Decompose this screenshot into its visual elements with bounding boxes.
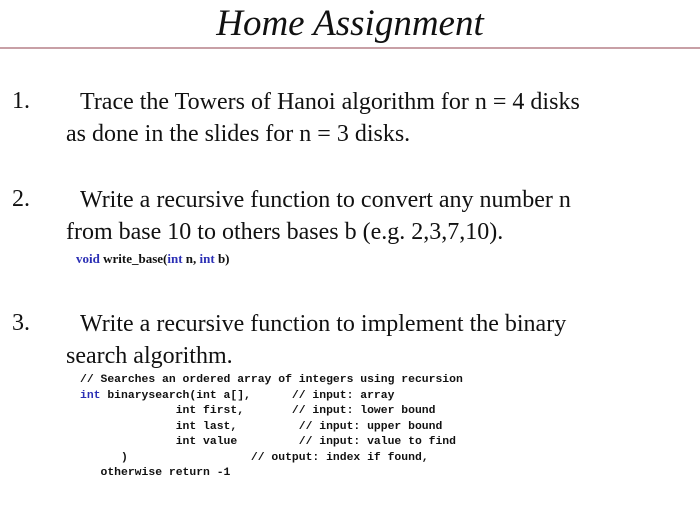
task-1-text	[66, 86, 686, 150]
task-2-number: 2.	[12, 186, 30, 212]
code-line: ) // output: index if found,	[80, 451, 429, 464]
signature-arg-n: n,	[182, 251, 200, 266]
code-line: binarysearch(int a[], // input: array	[100, 389, 395, 402]
function-signature	[76, 251, 230, 267]
slide-title: Home Assignment	[216, 3, 484, 44]
task-1-line-1: Trace the Towers of Hanoi algorithm for n = 4 disks	[80, 89, 580, 115]
task-3-line-1: Write a recursive function to implement the binary	[80, 311, 567, 337]
task-2-line-2: from base 10 to others bases b (e.g. 2,3,7,10).	[66, 219, 504, 245]
code-line: int first, // input: lower bound	[80, 405, 436, 417]
signature-keyword-int-1: int	[167, 251, 183, 266]
code-line: int value // input: value to find	[80, 436, 456, 448]
task-1-number: 1.	[12, 88, 30, 114]
signature-keyword-void: void	[76, 251, 100, 266]
task-3-text	[66, 308, 686, 372]
signature-name: write_base(	[99, 251, 168, 266]
task-2-line-1: Write a recursive function to convert any number n	[80, 187, 571, 213]
signature-keyword-int-2: int	[199, 251, 215, 266]
code-snippet	[80, 373, 463, 482]
code-keyword-int: int	[80, 389, 101, 402]
title-divider	[0, 47, 700, 49]
code-line: // Searches an ordered array of integers using recursion	[80, 374, 463, 386]
task-3-number: 3.	[12, 310, 30, 336]
task-1-line-2: as done in the slides for n = 3 disks.	[66, 121, 411, 147]
signature-arg-b: b)	[214, 251, 230, 266]
task-2-text	[66, 184, 686, 248]
code-line: int last, // input: upper bound	[80, 420, 443, 433]
task-3-line-2: search algorithm.	[66, 343, 233, 369]
code-line: otherwise return -1	[80, 467, 231, 479]
